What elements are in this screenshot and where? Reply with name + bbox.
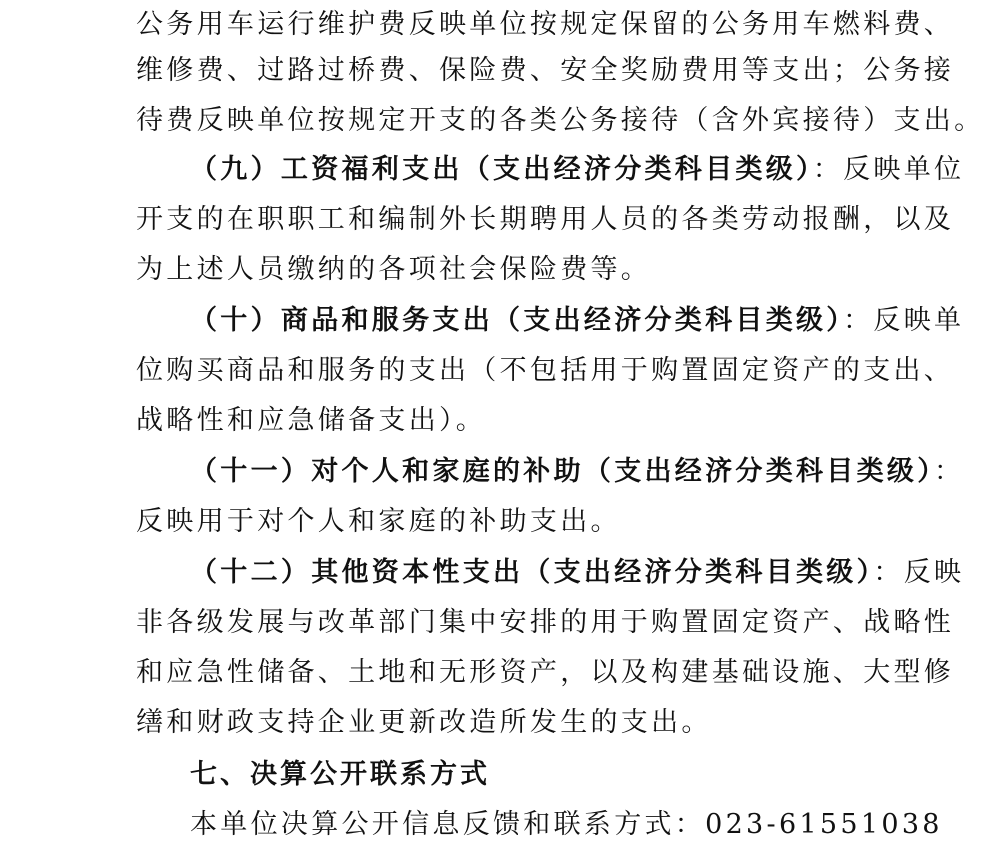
paragraph-text: ：反映单位 — [812, 154, 965, 185]
subsection-title: （十）商品和服务支出（支出经济分类科目类级） — [190, 305, 844, 336]
paragraph-first-line — [190, 447, 965, 497]
paragraph-line: 反映用于对个人和家庭的补助支出。 — [136, 506, 621, 537]
paragraph-line: 位购买商品和服务的支出（不包括用于购置固定资产的支出、 — [136, 355, 955, 386]
subsection-title: （十一）对个人和家庭的补助（支出经济分类科目类级） — [190, 456, 934, 487]
paragraph-first-line — [190, 145, 965, 195]
subsection-title: （十二）其他资本性支出（支出经济分类科目类级） — [190, 557, 874, 588]
paragraph-line: 公务用车运行维护费反映单位按规定保留的公务用车燃料费、 — [136, 9, 955, 40]
paragraph-text: ： — [934, 456, 965, 487]
paragraph-line: 缮和财政支持企业更新改造所发生的支出。 — [136, 707, 712, 738]
subsection-title: （九）工资福利支出（支出经济分类科目类级） — [190, 154, 813, 185]
paragraph-first-line — [190, 296, 965, 346]
paragraph-line: 开支的在职职工和编制外长期聘用人员的各类劳动报酬，以及 — [136, 204, 955, 235]
paragraph-line: 和应急性储备、土地和无形资产，以及构建基础设施、大型修 — [136, 657, 955, 688]
paragraph-line: 战略性和应急储备支出）。 — [136, 405, 487, 436]
paragraph-line: 非各级发展与改革部门集中安排的用于购置固定资产、战略性 — [136, 607, 955, 638]
paragraph-line: 待费反映单位按规定开支的各类公务接待（含外宾接待）支出。 — [136, 105, 985, 136]
paragraph-text: ：反映单 — [843, 305, 965, 336]
section-heading: 七、决算公开联系方式 — [190, 759, 490, 790]
paragraph-text: ：反映 — [873, 557, 965, 588]
paragraph-line: 维修费、过路过桥费、保险费、安全奖励费用等支出；公务接 — [136, 55, 955, 86]
contact-line: 本单位决算公开信息反馈和联系方式：023-61551038 — [190, 809, 943, 840]
paragraph-first-line — [190, 548, 965, 598]
paragraph-line: 为上述人员缴纳的各项社会保险费等。 — [136, 254, 652, 285]
